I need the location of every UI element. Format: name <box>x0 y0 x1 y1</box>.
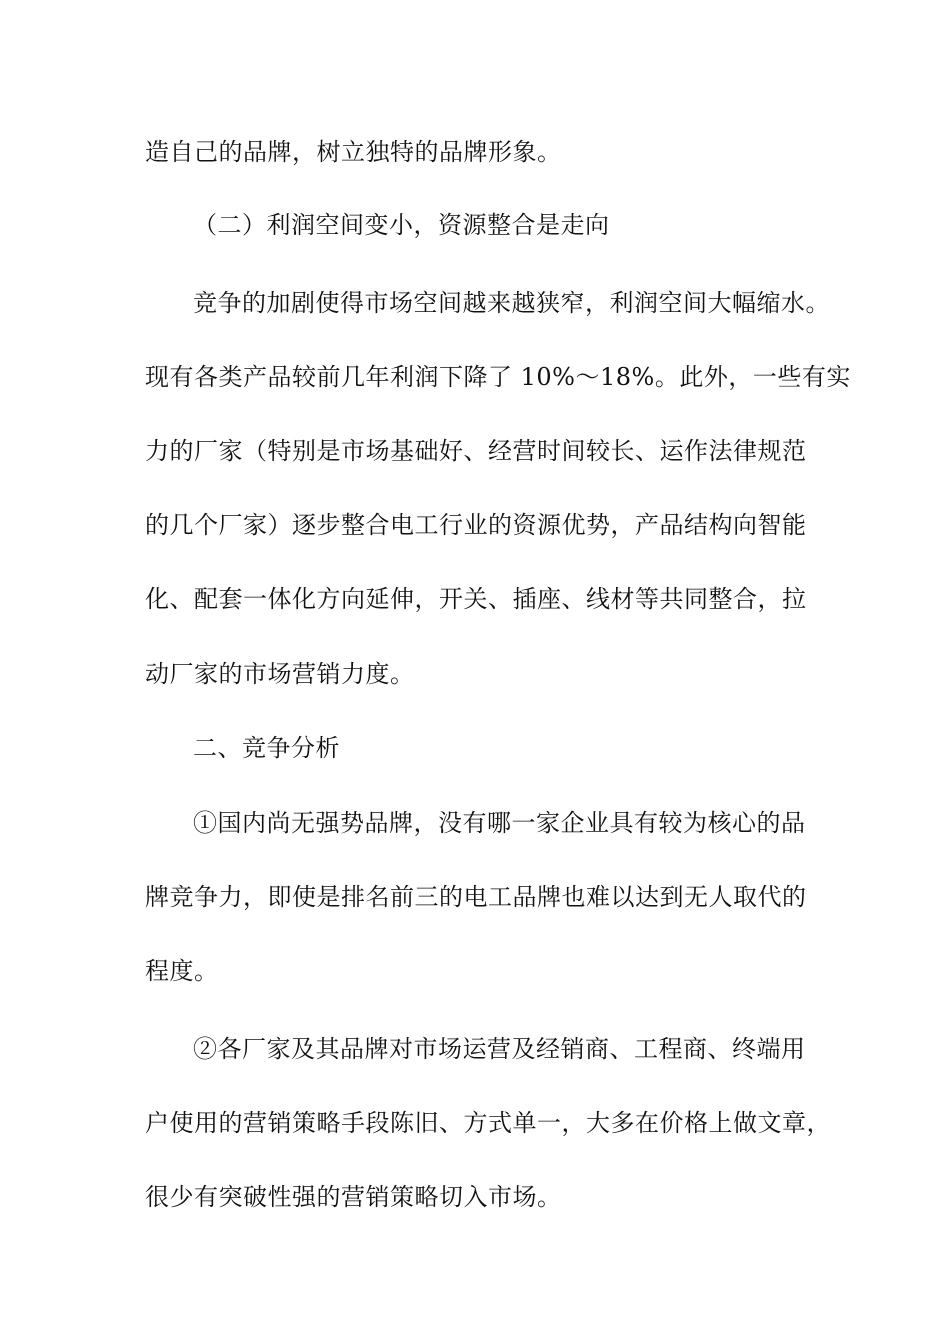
paragraph-line-8: 动厂家的市场营销力度。 <box>145 660 415 688</box>
paragraph-line-5: 力的厂家（特别是市场基础好、经营时间较长、运作法律规范 <box>145 437 807 465</box>
paragraph-line-14: 户使用的营销策略手段陈旧、方式单一，大多在价格上做文章， <box>145 1109 831 1137</box>
paragraph-line-11: 牌竞争力，即使是排名前三的电工品牌也难以达到无人取代的 <box>145 883 807 911</box>
paragraph-line-7: 化、配套一体化方向延伸，开关、插座、线材等共同整合，拉 <box>145 585 807 613</box>
paragraph-line-3: 竞争的加剧使得市场空间越来越狭窄，利润空间大幅缩水。 <box>193 289 830 317</box>
paragraph-line-12: 程度。 <box>145 957 219 985</box>
section-heading-competition-analysis: 二、竞争分析 <box>193 734 340 762</box>
paragraph-line-6: 的几个厂家）逐步整合电工行业的资源优势，产品结构向智能 <box>145 511 807 539</box>
paragraph-line-10: ①国内尚无强势品牌，没有哪一家企业具有较为核心的品 <box>193 809 806 837</box>
paragraph-line-13: ②各厂家及其品牌对市场运营及经销商、工程商、终端用 <box>193 1035 806 1063</box>
paragraph-line-15: 很少有突破性强的营销策略切入市场。 <box>145 1183 562 1211</box>
paragraph-line-1: 造自己的品牌，树立独特的品牌形象。 <box>145 138 562 166</box>
paragraph-line-4: 现有各类产品较前几年利润下降了 10%～18%。此外，一些有实 <box>145 363 851 391</box>
section-heading-profit-space: （二）利润空间变小，资源整合是走向 <box>193 211 610 239</box>
